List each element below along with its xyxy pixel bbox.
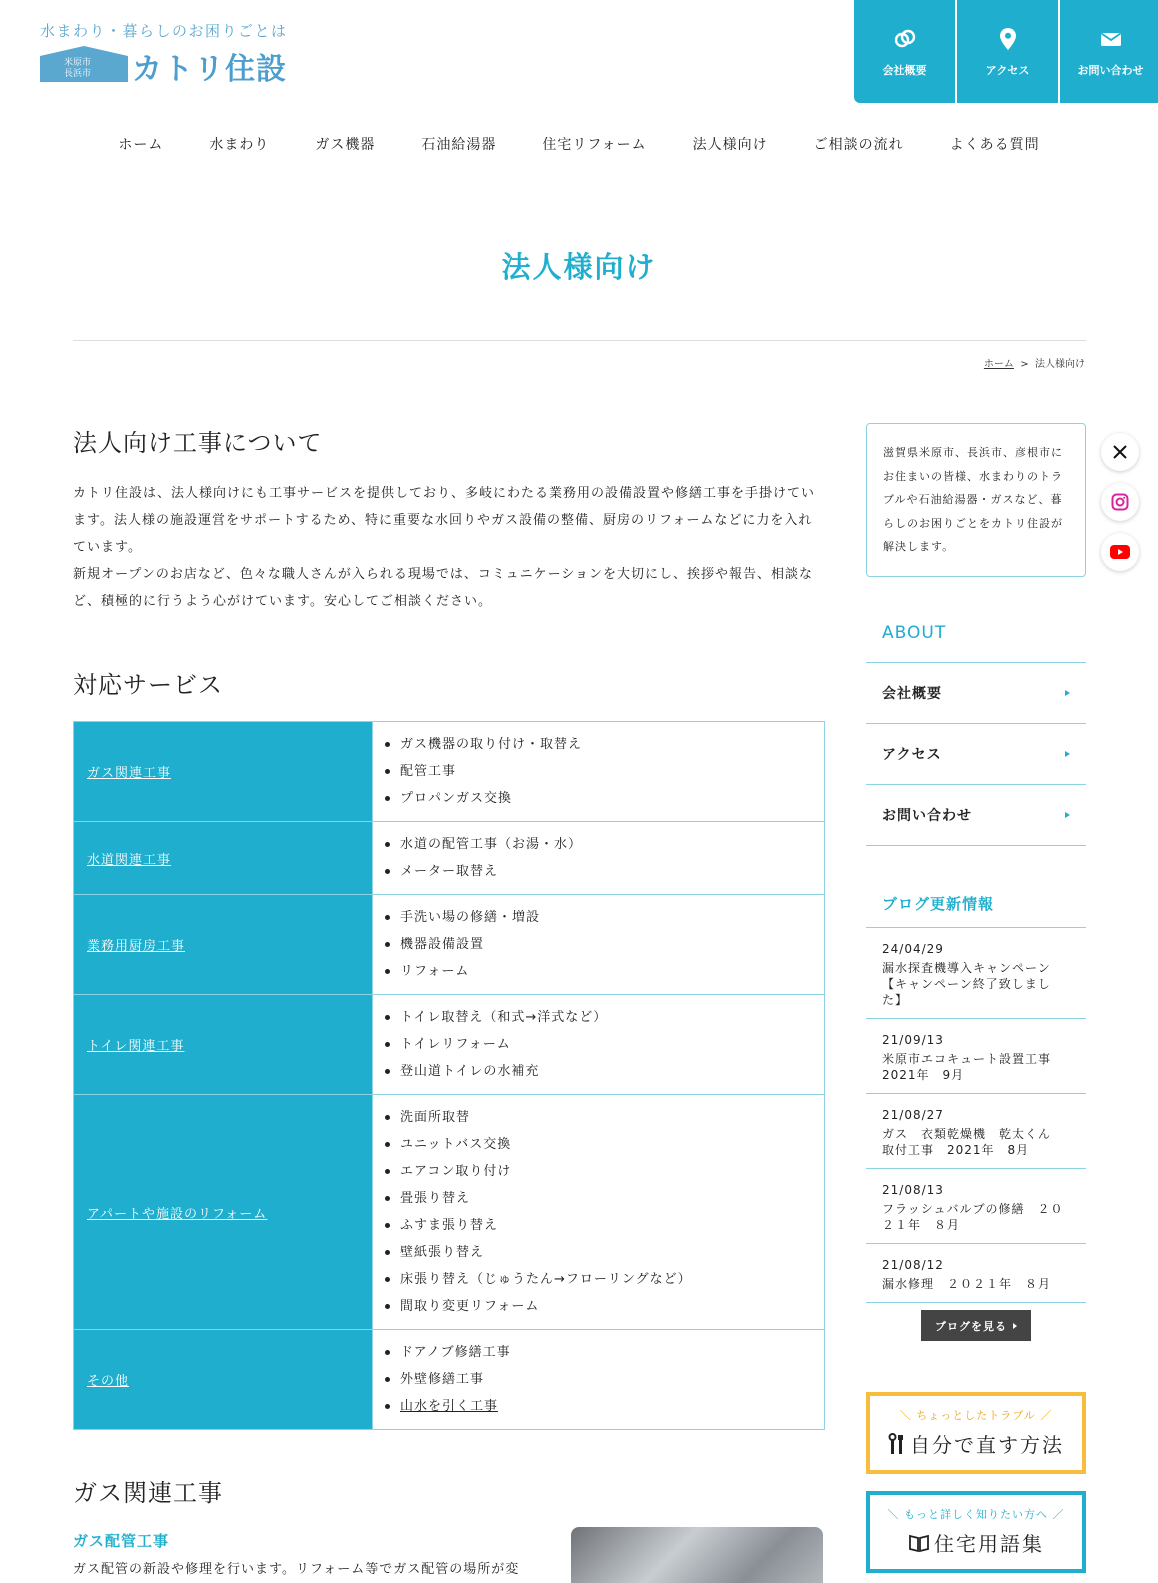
service-item [385,1004,812,1031]
glossary-banner[interactable] [866,1491,1086,1573]
about-link-access[interactable] [866,724,1086,785]
service-row [74,822,825,895]
logo-area-2: 長浜市 [64,69,92,79]
service-item [385,1293,812,1320]
service-item [385,958,812,985]
gas-pipe-photo [571,1527,823,1583]
intro-heading: 法人向け工事について [73,429,323,457]
service-row [74,1330,825,1430]
breadcrumb [984,355,1085,370]
arrow-right-icon [1065,812,1070,818]
service-item-text: 配管工事 [400,764,457,779]
gas-text: ガス配管の新設や修理を行います。リフォーム等でガス配管の場所が変 [73,1562,520,1577]
youtube-link[interactable] [1101,533,1139,571]
service-items [373,995,825,1095]
arrow-right-icon [1065,690,1070,696]
service-item-text: 山水を引く工事 [400,1399,499,1414]
youtube-icon [1110,545,1130,559]
blog-item[interactable] [866,1094,1086,1169]
intro-text [73,480,825,615]
service-item-text: エアコン取り付け [400,1164,512,1179]
company-button[interactable] [854,0,955,103]
gas-heading: ガス関連工事 [73,1479,223,1507]
blog-list [866,927,1086,1303]
service-category-link[interactable]: ガス関連工事 [87,766,172,781]
service-item [385,1058,812,1085]
service-item-text: 外壁修繕工事 [400,1372,485,1387]
blog-title: 漏水修理 ２０２１年 ８月 [882,1277,1052,1291]
main-nav [0,134,1158,154]
service-item [385,731,812,758]
logo-tagline: 水まわり・暮らしのお困りごとは [40,22,288,40]
service-item-text: ユニットバス交換 [400,1137,512,1152]
service-item [385,858,812,885]
blog-heading: ブログ更新情報 [882,895,995,913]
service-item-text: 洗面所取替 [400,1110,471,1125]
service-item [385,1339,812,1366]
map-pin-icon [995,26,1021,52]
intro-paragraph-2: 新規オープンのお店など、色々な職人さんが入られる現場では、コミュニケーションを大切にし、挨拶や報告、相談など、積極的に行うよう心がけています。安心してご相談ください。 [73,567,814,609]
about-link-label: 会社概要 [882,686,942,702]
service-item-text: メーター取替え [400,864,499,879]
service-item-text: ガス機器の取り付け・取替え [400,737,583,752]
service-item-text: 畳張り替え [400,1191,471,1206]
about-list [866,662,1086,846]
blog-date: 21/08/27 [882,1108,944,1122]
arrow-right-icon [1065,751,1070,757]
service-category [74,995,373,1095]
blog-date: 21/08/12 [882,1258,944,1272]
diy-fix-banner[interactable] [866,1392,1086,1474]
service-item [385,1366,812,1393]
service-item-text: リフォーム [400,964,470,979]
services-table [73,721,825,1430]
service-item-text: プロパンガス交換 [400,791,513,806]
service-items [373,722,825,822]
service-category-link[interactable]: アパートや施設のリフォーム [87,1206,268,1222]
logo-area-1: 米原市 [64,58,92,68]
service-category [74,1095,373,1330]
service-items [373,822,825,895]
service-item-text: 手洗い場の修繕・増設 [400,910,541,925]
service-category [74,722,373,822]
service-item-text: 床張り替え（じゅうたん→フローリングなど） [400,1272,692,1287]
service-item [385,831,812,858]
breadcrumb-sep: > [1020,359,1029,370]
service-category [74,1330,373,1430]
service-item-text: ドアノブ修繕工事 [400,1345,511,1360]
service-item [385,1185,812,1212]
nav-water[interactable]: 水まわり [209,137,270,153]
service-item [385,931,812,958]
blog-item[interactable] [866,928,1086,1019]
service-items [373,895,825,995]
service-item-text: 登山道トイレの水補充 [400,1064,540,1079]
arrow-right-icon [1013,1323,1017,1329]
divider [73,340,1086,341]
breadcrumb-home[interactable]: ホーム [983,359,1014,370]
page-title: 法人様向け [501,250,657,284]
service-item-text: トイレリフォーム [400,1037,511,1052]
service-item-text: トイレ取替え（和式→洋式など） [400,1010,608,1025]
blog-item[interactable] [866,1169,1086,1244]
tools-icon [888,1433,906,1455]
service-item-link[interactable] [385,1393,812,1420]
service-item [385,758,812,785]
service-item [385,904,812,931]
blog-title: フラッシュバルブの修繕 ２０２１年 ８月 [882,1202,1064,1232]
service-items [373,1095,825,1330]
x-icon [1112,444,1128,460]
service-row [74,895,825,995]
blog-title: ガス 衣類乾燥機 乾太くん 取付工事 2021年 8月 [882,1127,1065,1157]
about-link-company[interactable] [866,663,1086,724]
service-category-link[interactable]: 水道関連工事 [87,852,172,868]
logo-house-icon[interactable] [40,46,128,82]
service-category-link[interactable]: トイレ関連工事 [87,1039,185,1054]
book-icon [908,1533,930,1553]
service-item-text: ふすま張り替え [400,1218,499,1233]
service-item-text: 間取り変更リフォーム [400,1299,540,1314]
blog-title: 漏水探査機導入キャンペーン【キャンペーン終了致しました】 [882,961,1051,1007]
nav-reform[interactable]: 住宅リフォーム [542,137,647,153]
view-blog-label: ブログを見る [935,1319,1007,1333]
services-heading: 対応サービス [73,671,223,699]
about-link-contact[interactable] [866,785,1086,846]
about-link-label: お問い合わせ [882,808,972,824]
service-item-text: 壁紙張り替え [400,1245,485,1260]
nav-corporate[interactable]: 法人様向け [692,137,768,153]
logo-name[interactable]: カトリ住設 [132,52,287,87]
sidebar-intro: 滋賀県米原市、長浜市、彦根市にお住まいの皆様、水まわりのトラブルや石油給湯器・ガスなど、暮らしのお困りごとをカトリ住設が解決します。 [866,423,1086,577]
mail-icon [1098,26,1124,52]
service-item [385,785,812,812]
banner-small-text: ＼ もっと詳しく知りたい方へ ／ [887,1508,1065,1521]
service-row [74,995,825,1095]
top-nav [854,0,1158,103]
blog-title: 米原市エコキュート設置工事 2021年 9月 [882,1052,1065,1082]
nav-home[interactable]: ホーム [118,137,164,153]
blog-date: 24/04/29 [882,942,944,956]
service-item [385,1131,812,1158]
service-item [385,1266,812,1293]
nav-oil-boiler[interactable]: 石油給湯器 [421,137,497,153]
access-button[interactable] [957,0,1058,103]
gas-sub-heading: ガス配管工事 [73,1532,170,1550]
blog-date: 21/08/13 [882,1183,944,1197]
service-item-text: 機器設備設置 [400,937,485,952]
service-items [373,1330,825,1430]
instagram-icon [1111,493,1129,511]
service-category-link[interactable]: その他 [87,1374,130,1389]
nav-gas[interactable]: ガス機器 [315,137,376,153]
intro-paragraph-1: カトリ住設は、法人様向けにも工事サービスを提供しており、多岐にわたる業務用の設備設置や修繕工事を手掛けています。法人様の施設運営をサポートするため、特に重要な水回りやガス設備の整備、厨房のリフォームなどに力を入れています。 [73,486,816,555]
service-item [385,1212,812,1239]
service-row [74,1095,825,1330]
service-item [385,1031,812,1058]
x-link[interactable] [1101,433,1139,471]
service-item [385,1239,812,1266]
nav-faq[interactable]: よくある質問 [949,137,1040,153]
banner-big-text: 住宅用語集 [934,1532,1044,1556]
blog-date: 21/09/13 [882,1033,944,1047]
service-row [74,722,825,822]
blog-item[interactable] [866,1019,1086,1094]
about-heading: ABOUT [882,623,947,643]
nav-flow[interactable]: ご相談の流れ [813,137,904,153]
service-item [385,1158,812,1185]
service-item [385,1104,812,1131]
logo-area-label [40,56,128,82]
view-blog-button[interactable] [921,1310,1031,1341]
service-item-text: 水道の配管工事（お湯・水） [400,837,583,852]
contact-button-label: お問い合わせ [1077,63,1144,77]
access-button-label: アクセス [985,63,1030,77]
blog-item[interactable] [866,1244,1086,1303]
about-link-label: アクセス [882,747,942,763]
service-category [74,895,373,995]
instagram-link[interactable] [1101,483,1139,521]
link-icon [892,26,918,52]
contact-button[interactable] [1060,0,1158,103]
service-category [74,822,373,895]
company-button-label: 会社概要 [882,63,927,77]
banner-big-text: 自分で直す方法 [910,1433,1064,1457]
banner-small-text: ＼ ちょっとしたトラブル ／ [899,1409,1053,1422]
breadcrumb-current: 法人様向け [1035,359,1085,370]
service-category-link[interactable]: 業務用厨房工事 [87,939,186,954]
